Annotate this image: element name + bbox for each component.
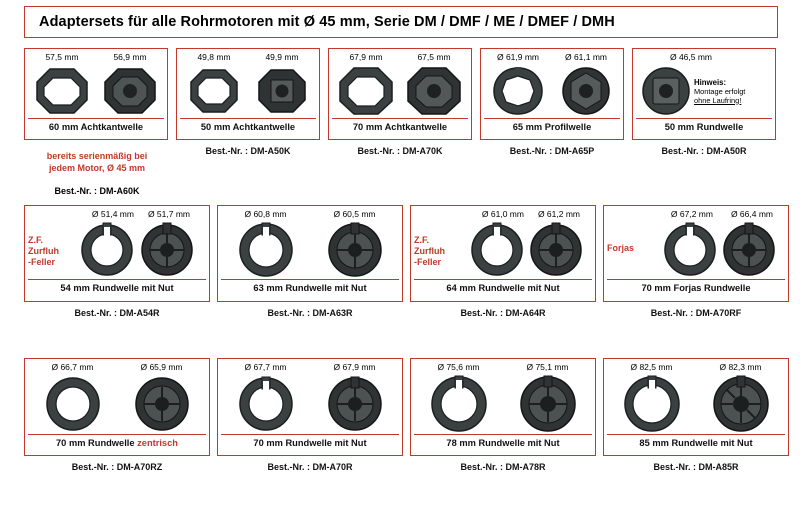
adapter-cell[interactable] (632, 48, 776, 156)
caption-text: 50 mm Achtkantwelle (200, 122, 296, 132)
page-title: Adaptersets für alle Rohrmotoren mit Ø 45 mm, Serie DM / DMF / ME / DMEF / DMH (39, 14, 615, 30)
dimension-left: 57,5 mm (45, 52, 79, 62)
caption-text: 78 mm Rundwelle mit Nut (446, 438, 560, 448)
hinweis-note (694, 78, 766, 105)
caption-text: 64 mm Rundwelle mit Nut (446, 283, 560, 293)
caption-text: 50 mm Rundwelle (664, 122, 744, 132)
dimension-row (180, 52, 316, 64)
hinweis-line-2: ohne Laufring! (694, 95, 742, 105)
centric-ring-front-view-icon (42, 375, 104, 433)
dimension-right: Ø 82,3 mm (719, 362, 762, 372)
part-images (28, 374, 206, 434)
hinweis-line-1: Montage erfolgt (694, 86, 746, 96)
page-title-bar (24, 6, 778, 38)
brand-label-zurfluh-feller: Z.F. Zurfluh -Feller (414, 235, 445, 267)
adapter-cell[interactable] (217, 358, 403, 472)
dimension-right: Ø 66,4 mm (730, 209, 773, 219)
grooved-adapter-back-view-icon (516, 375, 580, 433)
caption-text: 70 mm Rundwelle mit Nut (253, 438, 367, 448)
adapter-box (328, 48, 472, 140)
part-images (607, 374, 785, 434)
adapter-caption (221, 434, 399, 448)
adapter-box (410, 358, 596, 456)
order-number: Best.-Nr. : DM-A70K (357, 146, 443, 156)
adapter-box (480, 48, 624, 140)
hinweis-heading: Hinweis: (694, 77, 727, 87)
adapter-caption (332, 118, 468, 132)
adapter-cell[interactable] (410, 358, 596, 472)
adapter-caption (607, 434, 785, 448)
dimension-row (414, 362, 592, 374)
order-number: Best.-Nr. : DM-A70RF (650, 308, 742, 318)
order-number: Best.-Nr. : DM-A54R (74, 308, 160, 318)
dimension-row (28, 52, 164, 64)
adapter-caption (414, 434, 592, 448)
dimension-left: Ø 82,5 mm (630, 362, 673, 372)
adapter-row-3 (24, 358, 789, 472)
order-number: Best.-Nr. : DM-A78R (460, 462, 546, 472)
caption-text: 85 mm Rundwelle mit Nut (639, 438, 753, 448)
round-adapter-view-icon (638, 65, 694, 117)
adapter-cell[interactable] (480, 48, 624, 156)
dimension-left: Ø 60,8 mm (244, 209, 287, 219)
dimension-right: Ø 67,9 mm (333, 362, 376, 372)
adapter-box (217, 205, 403, 302)
adapter-box (24, 205, 210, 302)
grooved-ring-front-view-icon (235, 375, 297, 433)
dimension-left: 67,9 mm (349, 52, 383, 62)
grooved-ring-front-view-icon (78, 222, 136, 278)
dimension-left: 49,8 mm (197, 52, 231, 62)
dimension-left: Ø 67,7 mm (244, 362, 287, 372)
caption-text: 63 mm Rundwelle mit Nut (253, 283, 367, 293)
adapter-box (632, 48, 776, 140)
grooved-adapter-back-view-icon (708, 375, 774, 433)
dimension-row (484, 52, 620, 64)
adapter-cell[interactable] (24, 48, 168, 156)
dimension-left: Ø 66,7 mm (51, 362, 94, 372)
caption-text: 70 mm Rundwelle (56, 438, 138, 448)
serial-order-number: Best.-Nr. : DM-A60K (54, 186, 140, 196)
centric-adapter-back-view-icon (131, 375, 193, 433)
adapter-caption (484, 118, 620, 132)
order-number: Best.-Nr. : DM-A50R (661, 146, 747, 156)
adapter-caption (636, 118, 772, 132)
dimension-row (221, 209, 399, 221)
part-images (180, 64, 316, 118)
dimension-row (636, 52, 772, 64)
adapter-cell[interactable] (328, 48, 472, 156)
caption-text: 60 mm Achtkantwelle (48, 122, 144, 132)
grooved-adapter-back-view-icon (324, 222, 386, 278)
grooved-adapter-back-view-icon (526, 222, 586, 278)
adapter-row-2 (24, 205, 789, 318)
adapter-caption (28, 434, 206, 448)
order-number: Best.-Nr. : DM-A64R (460, 308, 546, 318)
caption-text: 70 mm Forjas Rundwelle (641, 283, 751, 293)
adapter-caption (180, 118, 316, 132)
dimension-left: Ø 67,2 mm (670, 209, 713, 219)
adapter-caption (28, 118, 164, 132)
part-images (484, 64, 620, 118)
serial-note-line-2: jedem Motor, Ø 45 mm (48, 163, 146, 173)
adapter-caption (28, 279, 206, 293)
dimension-right: Ø 51,7 mm (147, 209, 190, 219)
dimension-left: Ø 51,4 mm (91, 209, 134, 219)
dimension-row (332, 52, 468, 64)
dimension-left: Ø 46,5 mm (669, 52, 713, 62)
dimension-row (607, 209, 785, 221)
octagon-ring-front-view-icon (337, 65, 395, 117)
part-images (221, 221, 399, 279)
octagon-adapter-back-view-icon (255, 66, 309, 116)
octagon-ring-front-view-icon (187, 66, 241, 116)
dimension-right: Ø 65,9 mm (140, 362, 183, 372)
octagon-adapter-back-view-icon (101, 65, 159, 117)
adapter-box (24, 48, 168, 140)
grooved-ring-front-view-icon (235, 222, 297, 278)
adapter-cell[interactable] (603, 358, 789, 472)
adapter-box (176, 48, 320, 140)
profile-adapter-back-view-icon (559, 65, 613, 117)
adapter-box (217, 358, 403, 456)
order-number: Best.-Nr. : DM-A85R (653, 462, 739, 472)
caption-text: 54 mm Rundwelle mit Nut (60, 283, 174, 293)
grooved-ring-front-view-icon (661, 222, 719, 278)
dimension-right: 67,5 mm (417, 52, 451, 62)
part-images (414, 374, 592, 434)
dimension-row (28, 362, 206, 374)
dimension-left: Ø 61,0 mm (481, 209, 524, 219)
dimension-row (221, 362, 399, 374)
dimension-right: 56,9 mm (113, 52, 147, 62)
caption-text: 65 mm Profilwelle (512, 122, 592, 132)
adapter-cell[interactable] (176, 48, 320, 156)
part-images (636, 64, 772, 118)
adapter-row-1 (24, 48, 784, 156)
dimension-right: 49,9 mm (265, 52, 299, 62)
adapter-caption (414, 279, 592, 293)
grooved-adapter-back-view-icon (719, 222, 779, 278)
dimension-row (28, 209, 206, 221)
part-images (28, 221, 206, 279)
dimension-left: Ø 61,9 mm (496, 52, 540, 62)
adapter-cell[interactable] (24, 205, 210, 318)
order-number: Best.-Nr. : DM-A70RZ (71, 462, 163, 472)
caption-highlight: zentrisch (137, 438, 178, 448)
adapter-box (410, 205, 596, 302)
adapter-box (603, 358, 789, 456)
caption-text: 70 mm Achtkantwelle (352, 122, 448, 132)
dimension-row (607, 362, 785, 374)
profile-ring-front-view-icon (491, 65, 545, 117)
serial-note (24, 150, 170, 174)
grooved-adapter-back-view-icon (324, 375, 386, 433)
dimension-row (414, 209, 592, 221)
part-images (28, 64, 164, 118)
order-number: Best.-Nr. : DM-A50K (205, 146, 291, 156)
part-images (607, 221, 785, 279)
grooved-ring-front-view-icon (619, 375, 685, 433)
adapter-cell[interactable] (217, 205, 403, 318)
part-images (332, 64, 468, 118)
order-number: Best.-Nr. : DM-A63R (267, 308, 353, 318)
adapter-cell[interactable] (410, 205, 596, 318)
adapter-caption (221, 279, 399, 293)
dimension-right: Ø 61,2 mm (537, 209, 580, 219)
grooved-ring-front-view-icon (468, 222, 526, 278)
part-images (221, 374, 399, 434)
order-number: Best.-Nr. : DM-A70R (267, 462, 353, 472)
dimension-right: Ø 61,1 mm (564, 52, 608, 62)
dimension-right: Ø 75,1 mm (526, 362, 569, 372)
octagon-ring-front-view-icon (33, 65, 91, 117)
part-images (414, 221, 592, 279)
grooved-adapter-back-view-icon (136, 222, 198, 278)
serial-note-line-1: bereits serienmäßig bei (46, 151, 148, 161)
octagon-adapter-back-view-icon (405, 65, 463, 117)
brand-label-zurfluh-feller: Z.F. Zurfluh -Feller (28, 235, 59, 267)
dimension-left: Ø 75,6 mm (437, 362, 480, 372)
grooved-ring-front-view-icon (427, 375, 491, 433)
adapter-box (603, 205, 789, 302)
adapter-box (24, 358, 210, 456)
adapter-cell[interactable] (24, 358, 210, 472)
adapter-cell[interactable] (603, 205, 789, 318)
dimension-right: Ø 60,5 mm (333, 209, 376, 219)
order-number: Best.-Nr. : DM-A65P (509, 146, 595, 156)
adapter-caption (607, 279, 785, 293)
brand-label-forjas: Forjas (607, 243, 635, 253)
